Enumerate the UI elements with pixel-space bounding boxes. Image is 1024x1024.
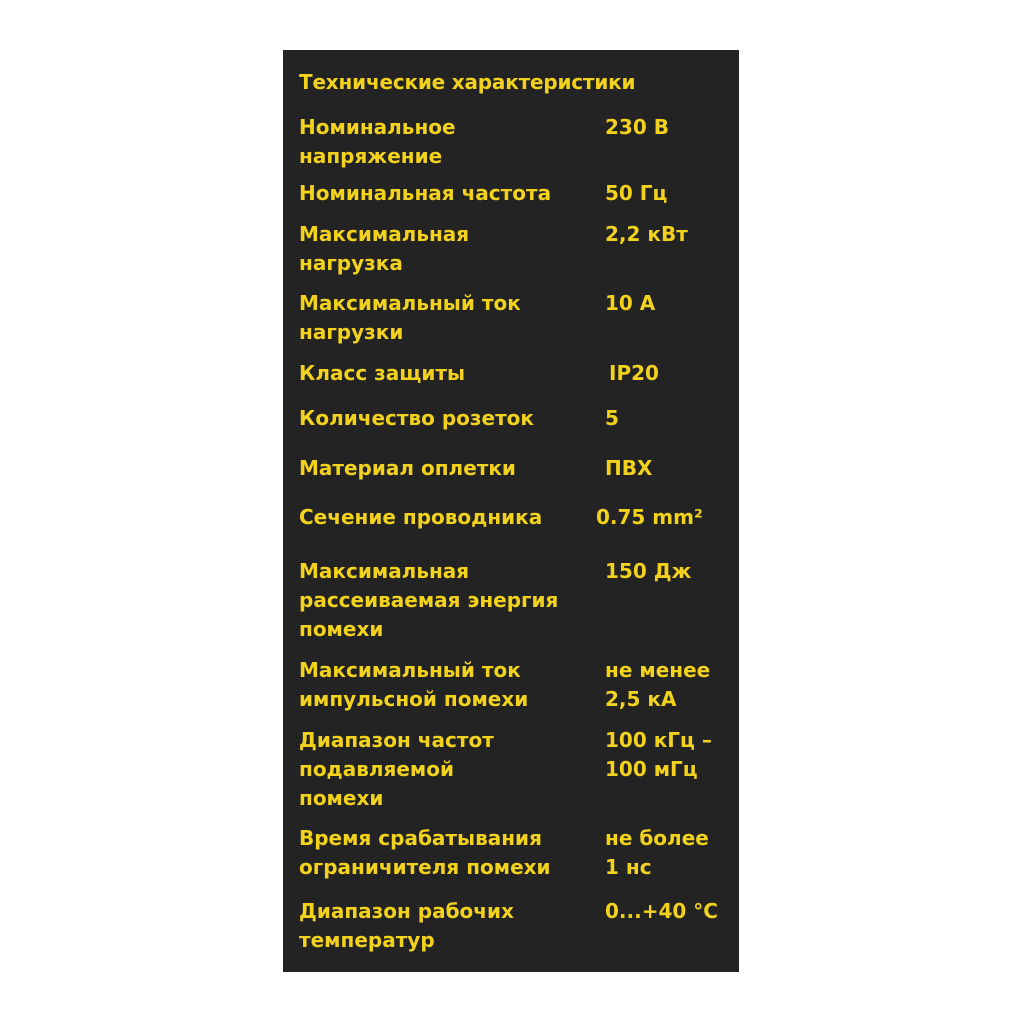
spec-label: Номинальное напряжение — [299, 115, 456, 168]
spec-label: Класс защиты — [299, 361, 466, 385]
spec-value: 230 В — [605, 115, 669, 139]
spec-title: Технические характеристики — [299, 70, 636, 94]
spec-label: Диапазон частот подавляемой помехи — [299, 728, 494, 810]
spec-label: Максимальный ток импульсной помехи — [299, 658, 529, 711]
spec-label: Номинальная частота — [299, 181, 552, 205]
spec-label: Материал оплетки — [299, 456, 516, 480]
spec-label: Максимальная рассеиваемая энергия помехи — [299, 559, 559, 641]
spec-value: ПВХ — [605, 456, 653, 480]
spec-value: не менее 2,5 кА — [605, 658, 711, 711]
spec-label: Максимальная нагрузка — [299, 222, 470, 275]
spec-value: 150 Дж — [605, 559, 692, 583]
spec-value: 50 Гц — [605, 181, 668, 205]
spec-value: 0...+40 °C — [605, 899, 718, 923]
spec-value: не более 1 нс — [605, 826, 709, 879]
spec-value: 10 А — [605, 291, 656, 315]
spec-value: 0.75 mm² — [596, 505, 703, 529]
spec-label: Количество розеток — [299, 406, 534, 430]
spec-label: Максимальный ток нагрузки — [299, 291, 521, 344]
spec-label: Время срабатывания ограничителя помехи — [299, 826, 551, 879]
spec-value: 100 кГц – 100 мГц — [605, 728, 712, 781]
spec-value: IP20 — [609, 361, 659, 385]
spec-label: Сечение проводника — [299, 505, 543, 529]
spec-panel — [283, 50, 739, 972]
spec-value: 2,2 кВт — [605, 222, 688, 246]
spec-label: Диапазон рабочих температур — [299, 899, 514, 952]
spec-value: 5 — [605, 406, 619, 430]
